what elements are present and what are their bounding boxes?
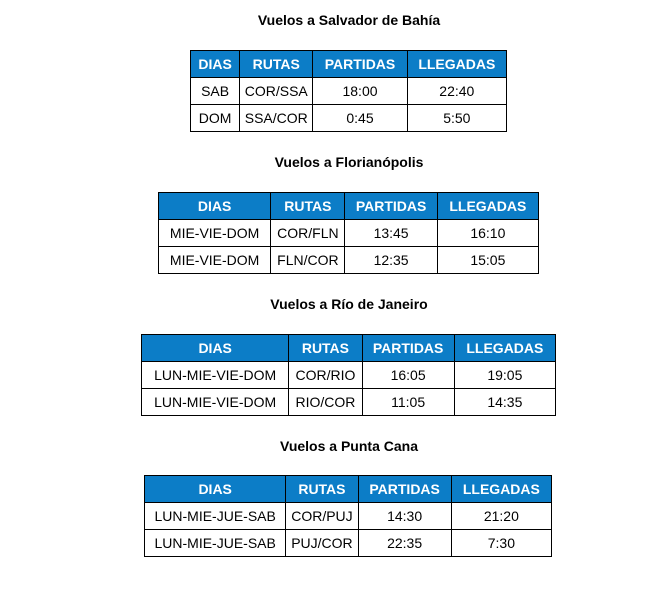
table-row [159, 220, 539, 247]
header-rutas: RUTAS [286, 476, 358, 503]
cell-dias: MIE-VIE-DOM [159, 247, 271, 274]
header-rutas: RUTAS [271, 193, 345, 220]
cell-rutas: COR/PUJ [286, 503, 358, 530]
cell-dias: MIE-VIE-DOM [159, 220, 271, 247]
cell-dias: SAB [191, 78, 240, 105]
cell-partidas: 14:30 [358, 503, 451, 530]
header-llegadas: LLEGADAS [437, 193, 538, 220]
cell-dias: LUN-MIE-VIE-DOM [142, 362, 289, 389]
flights-table-salvador [190, 50, 507, 132]
flights-table-rio [141, 334, 556, 416]
cell-llegadas: 19:05 [454, 362, 555, 389]
header-rutas: RUTAS [240, 51, 313, 78]
cell-rutas: RIO/COR [289, 389, 362, 416]
table-title-punta-cana: Vuelos a Punta Cana [280, 438, 418, 454]
cell-partidas: 0:45 [313, 105, 407, 132]
header-partidas: PARTIDAS [358, 476, 451, 503]
cell-partidas: 18:00 [313, 78, 407, 105]
header-llegadas: LLEGADAS [407, 51, 506, 78]
cell-rutas: COR/SSA [240, 78, 313, 105]
table-row [191, 78, 507, 105]
header-partidas: PARTIDAS [345, 193, 437, 220]
table-row [191, 105, 507, 132]
cell-llegadas: 22:40 [407, 78, 506, 105]
cell-partidas: 13:45 [345, 220, 437, 247]
table-title-salvador: Vuelos a Salvador de Bahía [257, 12, 441, 28]
header-partidas: PARTIDAS [362, 335, 454, 362]
header-partidas: PARTIDAS [313, 51, 407, 78]
table-row [145, 530, 552, 557]
cell-rutas: COR/FLN [271, 220, 345, 247]
cell-llegadas: 15:05 [437, 247, 538, 274]
cell-dias: LUN-MIE-VIE-DOM [142, 389, 289, 416]
header-dias: DIAS [159, 193, 271, 220]
cell-partidas: 16:05 [362, 362, 454, 389]
header-llegadas: LLEGADAS [454, 335, 555, 362]
cell-llegadas: 21:20 [451, 503, 551, 530]
cell-partidas: 11:05 [362, 389, 454, 416]
table-row [142, 389, 556, 416]
cell-llegadas: 14:35 [454, 389, 555, 416]
cell-dias: LUN-MIE-JUE-SAB [145, 503, 286, 530]
table-row [142, 362, 556, 389]
cell-partidas: 12:35 [345, 247, 437, 274]
cell-llegadas: 16:10 [437, 220, 538, 247]
header-dias: DIAS [142, 335, 289, 362]
header-dias: DIAS [191, 51, 240, 78]
header-dias: DIAS [145, 476, 286, 503]
header-rutas: RUTAS [289, 335, 362, 362]
cell-partidas: 22:35 [358, 530, 451, 557]
cell-rutas: COR/RIO [289, 362, 362, 389]
cell-rutas: SSA/COR [240, 105, 313, 132]
cell-rutas: PUJ/COR [286, 530, 358, 557]
header-llegadas: LLEGADAS [451, 476, 551, 503]
table-row [145, 503, 552, 530]
table-title-rio: Vuelos a Río de Janeiro [270, 296, 428, 312]
cell-llegadas: 5:50 [407, 105, 506, 132]
cell-rutas: FLN/COR [271, 247, 345, 274]
flights-table-punta-cana [144, 475, 552, 557]
cell-llegadas: 7:30 [451, 530, 551, 557]
cell-dias: LUN-MIE-JUE-SAB [145, 530, 286, 557]
flights-table-florianopolis [158, 192, 539, 274]
table-title-florianopolis: Vuelos a Florianópolis [274, 154, 424, 170]
cell-dias: DOM [191, 105, 240, 132]
table-row [159, 247, 539, 274]
